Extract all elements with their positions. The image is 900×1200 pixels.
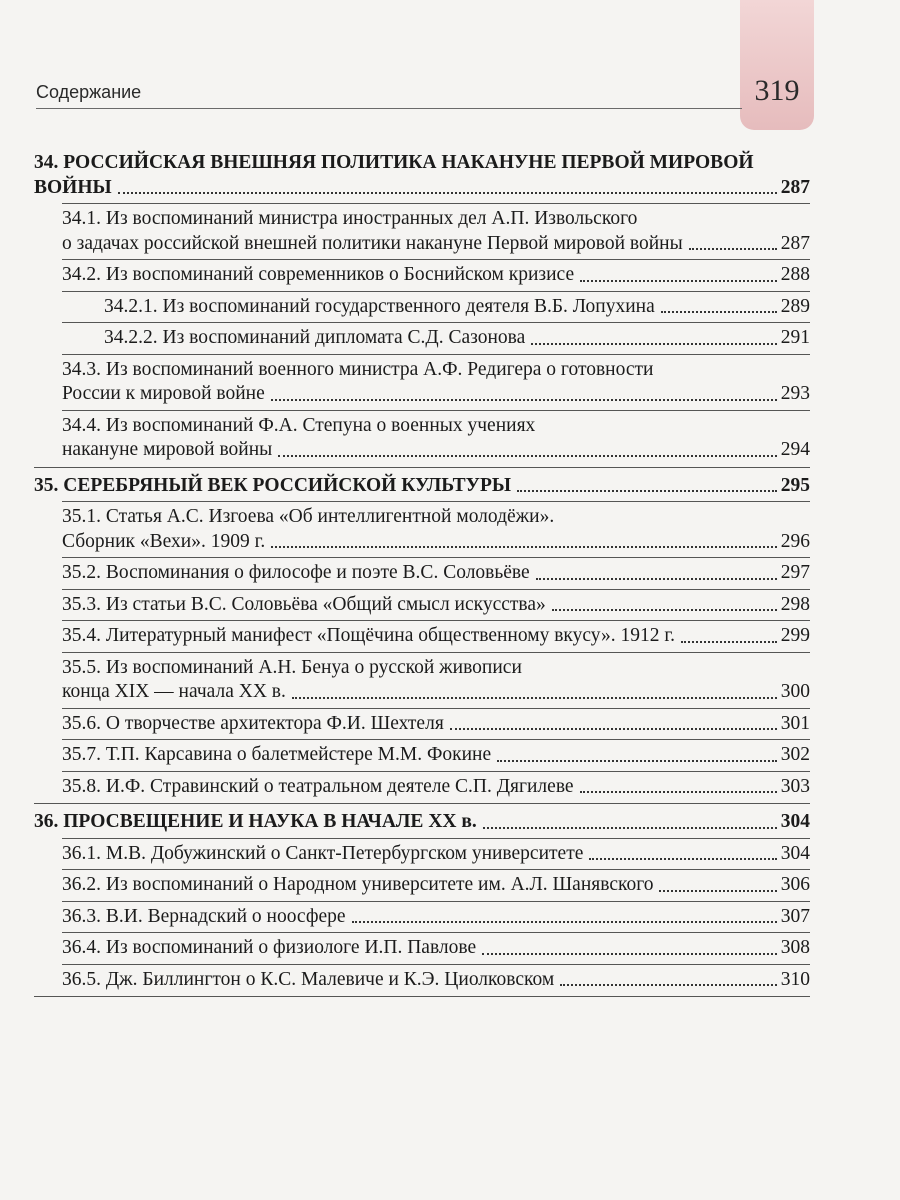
item-text: 36.2. Из воспоминаний о Народном университете им. А.Л. Шанявского — [62, 874, 654, 895]
toc-item-35-5 — [34, 656, 810, 705]
toc-item-35-7 — [34, 743, 810, 768]
chapter-divider — [34, 803, 810, 804]
item-text: конца XIX — начала XX в. — [62, 681, 286, 702]
item-text: Сборник «Вехи». 1909 г. — [62, 530, 266, 552]
divider — [62, 964, 810, 965]
divider — [62, 652, 810, 653]
page-ref: 296 — [780, 530, 810, 552]
toc-item-35-6 — [34, 712, 810, 737]
divider — [62, 203, 810, 204]
chapter-34-entry — [34, 176, 810, 201]
page-ref: 308 — [780, 937, 810, 958]
toc-item-36-5 — [34, 968, 810, 993]
item-text: 36.1. М.В. Добужинский о Санкт-Петербургском университете — [62, 842, 584, 864]
toc-item-34-4 — [34, 414, 810, 463]
toc-item-35-1 — [34, 505, 810, 554]
item-text: 35.5. Из воспоминаний А.Н. Бенуа о русской живописи — [62, 656, 522, 678]
divider — [62, 620, 810, 621]
page-ref: 293 — [780, 383, 810, 404]
page-ref: 306 — [780, 874, 810, 895]
dot-leader — [271, 399, 777, 401]
divider — [62, 771, 810, 772]
item-text: 35.8. И.Ф. Стравинский о театральном деятеле С.П. Дягилеве — [62, 775, 574, 797]
item-text: накануне мировой войны — [62, 439, 273, 460]
page-ref: 299 — [780, 625, 810, 646]
page-ref: 294 — [780, 439, 810, 460]
divider — [62, 557, 810, 558]
divider — [62, 410, 810, 411]
toc-item-34-3 — [34, 358, 810, 407]
divider — [62, 739, 810, 740]
dot-leader — [560, 984, 777, 986]
item-text: 34.2. Из воспоминаний современников о Боснийском кризисе — [62, 264, 575, 285]
divider — [62, 708, 810, 709]
page-ref: 310 — [780, 968, 810, 990]
page-ref: 304 — [780, 811, 810, 832]
toc-item-35-3 — [34, 593, 810, 618]
item-text: 34.3. Из воспоминаний военного министра А.Ф. Редигера о готовности — [62, 358, 654, 380]
divider — [62, 901, 810, 902]
page-ref: 304 — [780, 842, 810, 864]
toc-item-35-8 — [34, 775, 810, 800]
chapter-35-entry — [34, 474, 810, 499]
dot-leader — [271, 546, 776, 548]
page-number-tab — [740, 0, 814, 130]
dot-leader — [517, 490, 777, 492]
dot-leader — [118, 192, 777, 194]
dot-leader — [659, 890, 776, 892]
item-text: 35.1. Статья А.С. Изгоева «Об интеллигентной молодёжи». — [62, 506, 555, 527]
item-text: 34.2.1. Из воспоминаний государственного деятеля В.Б. Лопухина — [104, 295, 655, 317]
divider — [62, 869, 810, 870]
page-ref: 300 — [780, 681, 810, 702]
page-ref: 295 — [780, 474, 810, 496]
header-title: Содержание — [36, 82, 142, 102]
toc-item-34-1 — [34, 207, 810, 256]
page-ref: 301 — [780, 712, 810, 734]
page-ref: 287 — [780, 176, 810, 198]
item-text: 34.1. Из воспоминаний министра иностранных дел А.П. Извольского — [62, 208, 638, 229]
dot-leader — [689, 248, 777, 250]
divider — [62, 838, 810, 839]
running-header — [36, 82, 818, 106]
item-text: 35.3. Из статьи В.С. Соловьёва «Общий смысл искусства» — [62, 593, 546, 615]
page-ref: 287 — [780, 232, 810, 254]
page-ref: 288 — [780, 264, 810, 285]
toc-item-36-4 — [34, 936, 810, 961]
dot-leader — [292, 697, 777, 699]
toc-item-36-2 — [34, 873, 810, 898]
divider — [62, 259, 810, 260]
page-number: 319 — [754, 74, 800, 107]
dot-leader — [352, 921, 777, 923]
divider — [62, 589, 810, 590]
divider — [62, 354, 810, 355]
table-of-contents — [34, 151, 810, 1003]
chapter-divider — [34, 996, 810, 997]
dot-leader — [278, 455, 776, 457]
divider — [62, 501, 810, 502]
chapter-36-title: 36. ПРОСВЕЩЕНИЕ И НАУКА В НАЧАЛЕ XX в. — [34, 811, 477, 832]
toc-item-35-4 — [34, 624, 810, 649]
page-ref: 303 — [780, 775, 810, 797]
divider — [62, 291, 810, 292]
page-ref: 298 — [780, 593, 810, 615]
item-text: России к мировой войне — [62, 383, 265, 404]
toc-item-36-1 — [34, 842, 810, 867]
item-text: 34.4. Из воспоминаний Ф.А. Степуна о военных учениях — [62, 414, 536, 436]
item-text: о задачах российской внешней политики накануне Первой мировой войны — [62, 232, 683, 254]
divider — [62, 932, 810, 933]
page-ref: 307 — [780, 905, 810, 927]
divider — [62, 322, 810, 323]
item-text: 36.5. Дж. Биллингтон о К.С. Малевиче и К.Э. Циолковском — [62, 968, 555, 990]
toc-item-34-2 — [34, 263, 810, 288]
page-ref: 302 — [780, 744, 810, 765]
dot-leader — [450, 728, 777, 730]
dot-leader — [531, 343, 776, 345]
item-text: 34.2.2. Из воспоминаний дипломата С.Д. Сазонова — [104, 327, 526, 348]
chapter-34-title-line2: ВОЙНЫ — [34, 176, 112, 198]
dot-leader — [552, 609, 777, 611]
item-text: 35.7. Т.П. Карсавина о балетмейстере М.М. Фокине — [62, 744, 492, 765]
page-ref: 291 — [780, 327, 810, 348]
chapter-36-entry — [34, 810, 810, 835]
dot-leader — [536, 578, 777, 580]
toc-item-35-2 — [34, 561, 810, 586]
chapter-34-title-line1: 34. РОССИЙСКАЯ ВНЕШНЯЯ ПОЛИТИКА НАКАНУНЕ ПЕРВОЙ МИРОВОЙ — [34, 152, 754, 173]
dot-leader — [661, 311, 777, 313]
dot-leader — [681, 641, 777, 643]
chapter-35-title: 35. СЕРЕБРЯНЫЙ ВЕК РОССИЙСКОЙ КУЛЬТУРЫ — [34, 474, 512, 496]
dot-leader — [580, 791, 777, 793]
item-text: 35.6. О творчестве архитектора Ф.И. Шехтеля — [62, 712, 444, 734]
header-rule — [36, 108, 742, 109]
dot-leader — [580, 280, 777, 282]
chapter-divider — [34, 467, 810, 468]
page-ref: 289 — [780, 295, 810, 317]
item-text: 35.4. Литературный манифест «Пощёчина общественному вкусу». 1912 г. — [62, 625, 676, 646]
toc-item-36-3 — [34, 905, 810, 930]
toc-item-34-2-1 — [34, 295, 810, 320]
page-ref: 297 — [780, 562, 810, 583]
dot-leader — [483, 827, 777, 829]
toc-item-34-2-2 — [34, 326, 810, 351]
dot-leader — [482, 953, 777, 955]
item-text: 35.2. Воспоминания о философе и поэте В.С. Соловьёве — [62, 562, 530, 583]
dot-leader — [589, 858, 776, 860]
item-text: 36.4. Из воспоминаний о физиологе И.П. Павлове — [62, 937, 477, 958]
dot-leader — [497, 760, 777, 762]
item-text: 36.3. В.И. Вернадский о ноосфере — [62, 905, 346, 927]
